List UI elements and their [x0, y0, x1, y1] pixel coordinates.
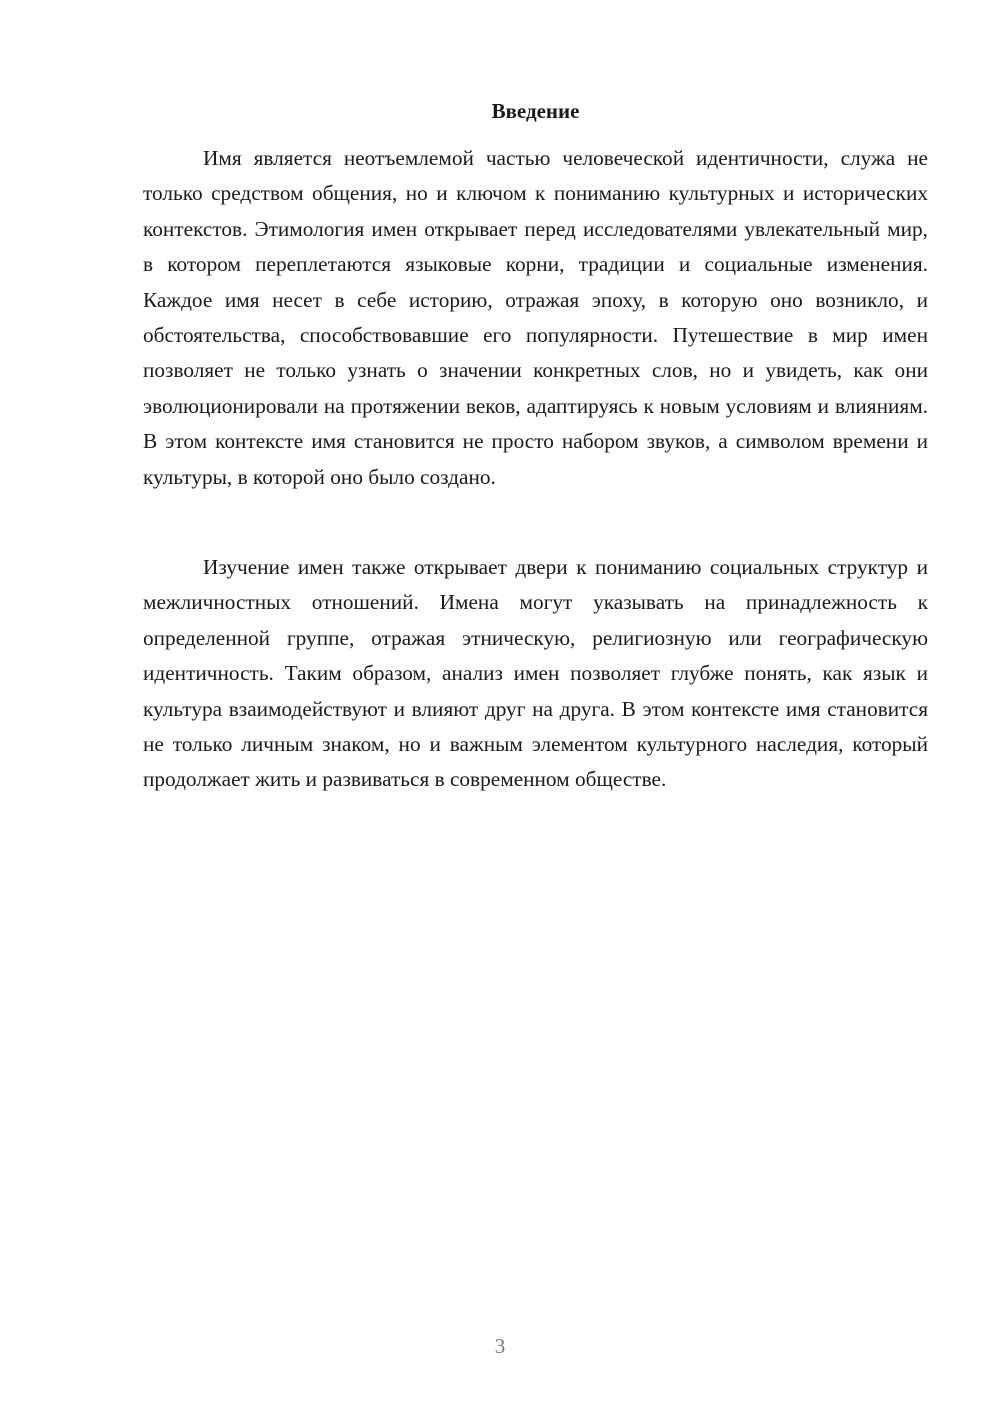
body-paragraph-1: Имя является неотъемлемой частью человеческой идентичности, служа не только средством общения, но и ключом к пониманию культурных и исторических контекстов. Этимология имен открывает перед исследователями увлекательный мир, в котором переплетаются языковые корни, традиции и социальные изменения. Каждое имя несет в себе историю, отражая эпоху, в которую оно возникло, и обстоятельства, способствовавшие его популярности. Путешествие в мир имен позволяет не только узнать о значении конкретных слов, но и увидеть, как они эволюционировали на протяжении веков, адаптируясь к новым условиям и влияниям. В этом контексте имя становится не просто набором звуков, а символом времени и культуры, в которой оно было создано.: [143, 146, 928, 489]
body-paragraph-2: Изучение имен также открывает двери к пониманию социальных структур и межличностных отношений. Имена могут указывать на принадлежность к определенной группе, отражая этническую, религиозную или географическую идентичность. Таким образом, анализ имен позволяет глубже понять, как язык и культура взаимодействуют и влияют друг на друга. В этом контексте имя становится не только личным знаком, но и важным элементом культурного наследия, который продолжает жить и развиваться в современном обществе.: [143, 555, 928, 792]
page-number: 3: [494, 1334, 506, 1358]
section-heading: Введение: [491, 99, 580, 123]
